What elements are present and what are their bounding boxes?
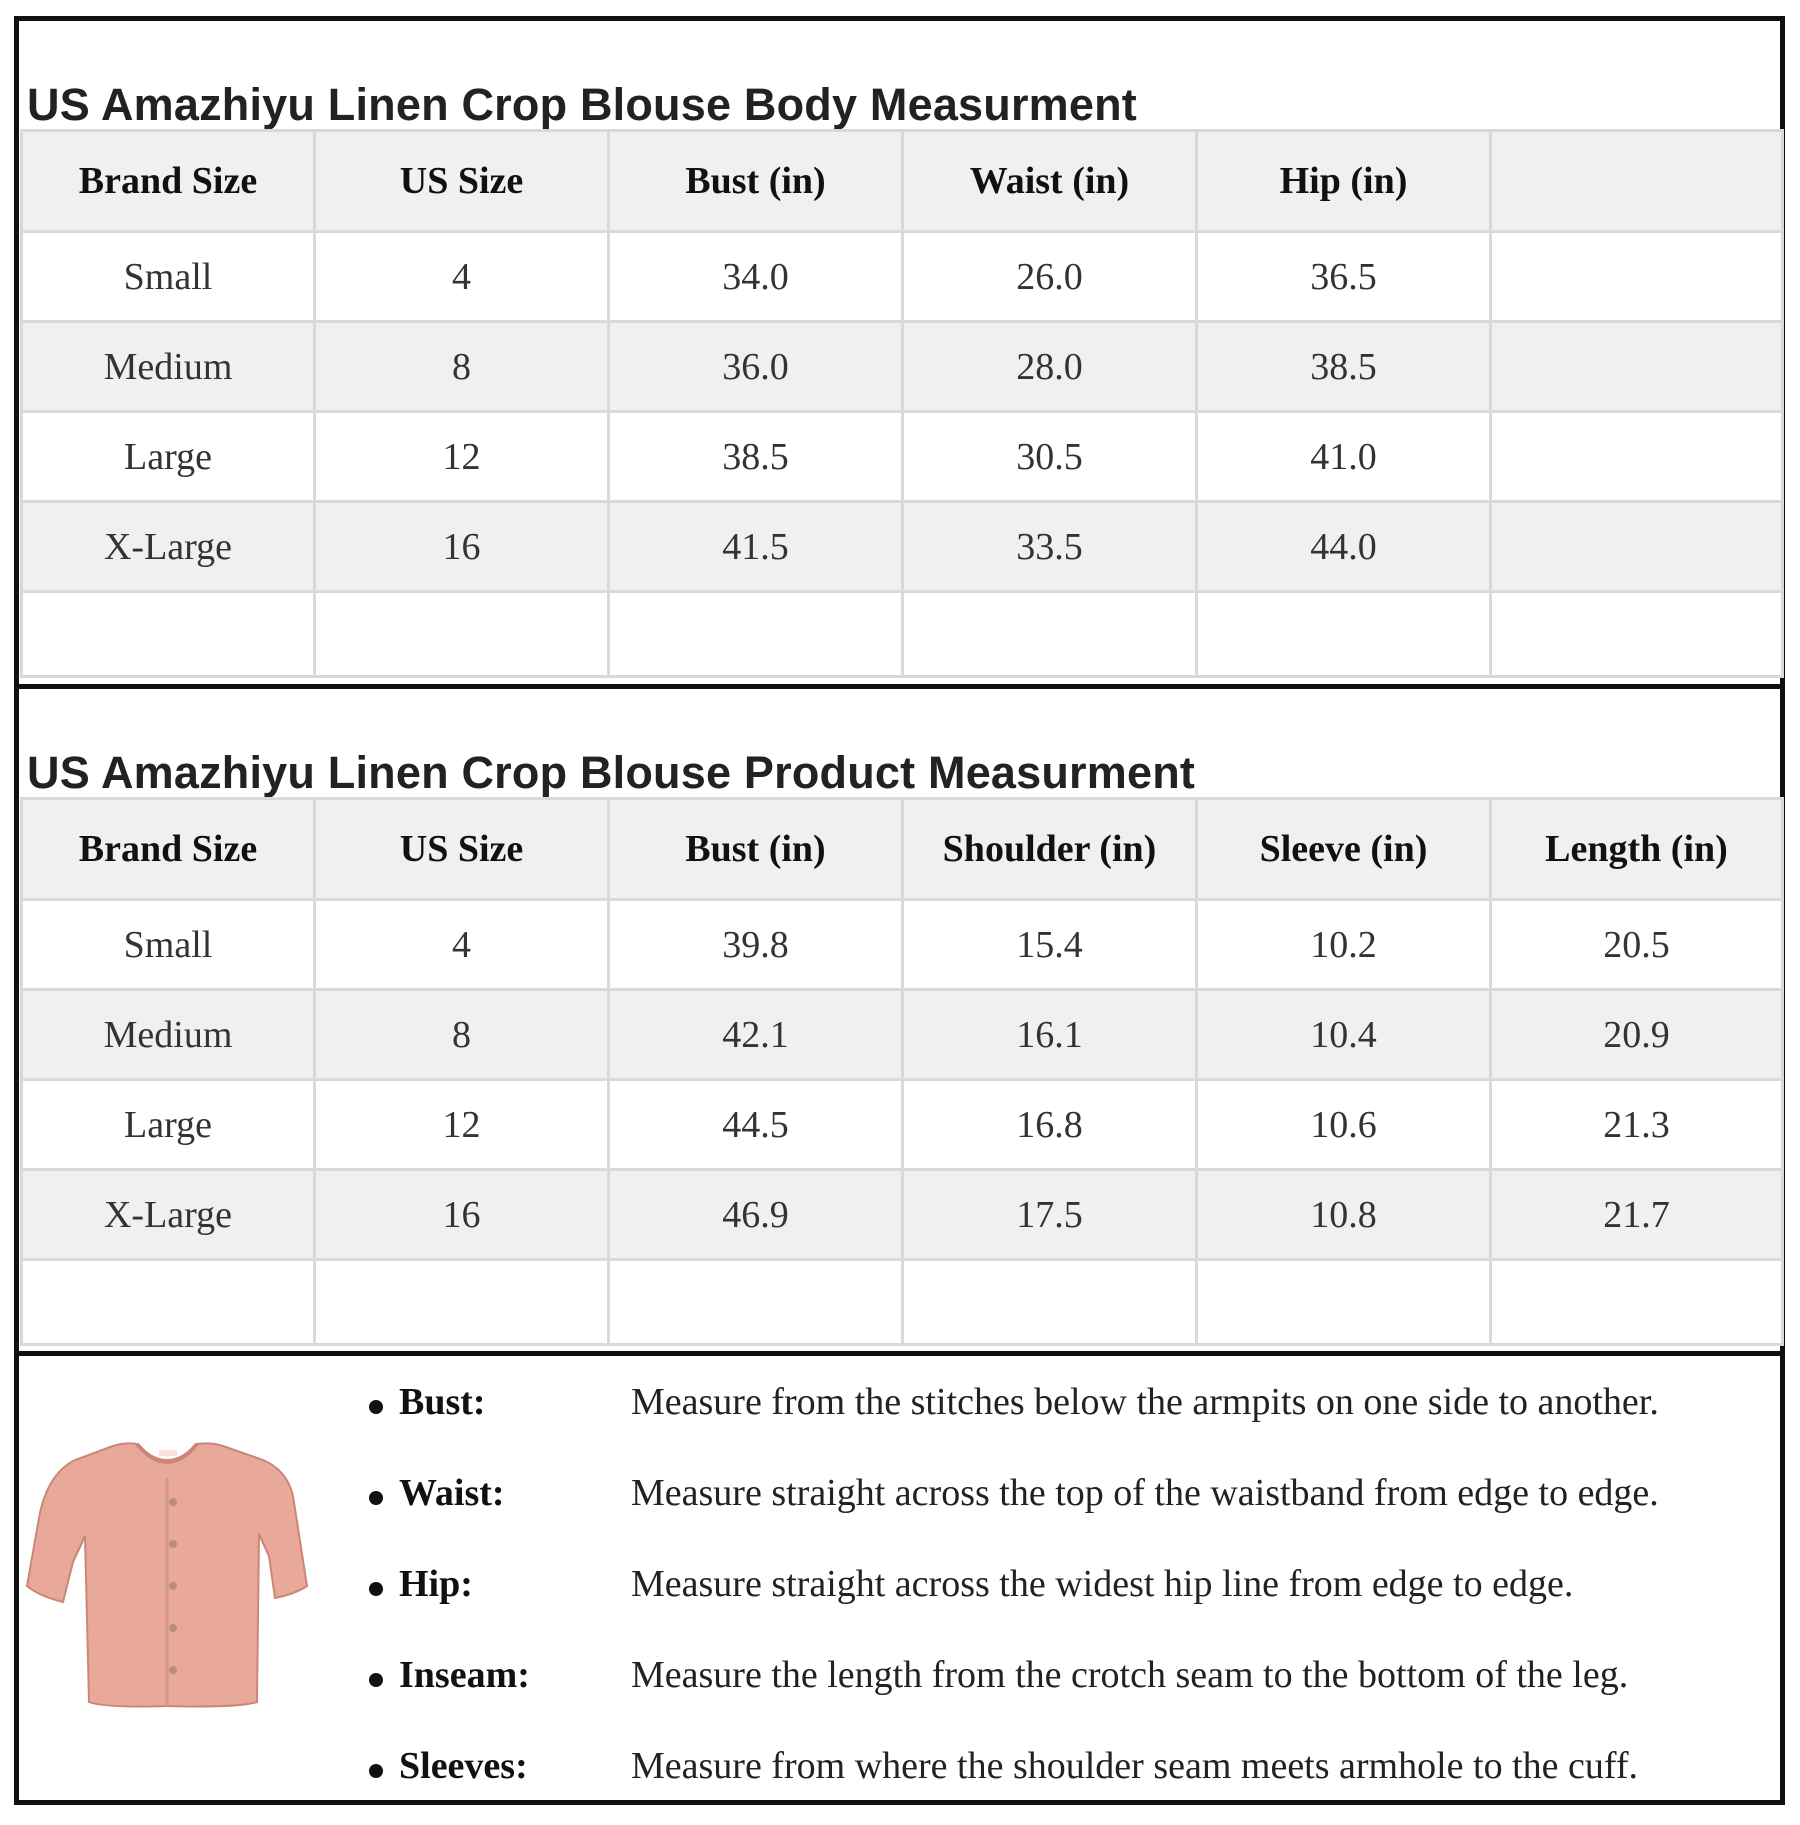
table-cell: 10.4 (1197, 990, 1491, 1080)
table-cell: 10.8 (1197, 1170, 1491, 1260)
table-cell (315, 592, 609, 677)
table-cell: 12 (315, 412, 609, 502)
table-cell (903, 592, 1197, 677)
header-cell (1491, 131, 1783, 232)
table-cell: 38.5 (1197, 322, 1491, 412)
measuring-guide-section (19, 1356, 1780, 1805)
header-cell: Brand Size (22, 131, 315, 232)
table-cell: 20.5 (1491, 900, 1783, 990)
table-cell: 34.0 (609, 232, 903, 322)
table-cell: 36.5 (1197, 232, 1491, 322)
header-cell: Bust (in) (609, 799, 903, 900)
table-cell: Large (22, 1080, 315, 1170)
bullet-icon (369, 1582, 383, 1596)
table-row (22, 900, 1783, 990)
guide-item-bust (369, 1380, 1769, 1440)
table-cell: 21.7 (1491, 1170, 1783, 1260)
table-cell: 17.5 (903, 1170, 1197, 1260)
guide-term: Hip: (399, 1563, 473, 1605)
table-row (22, 412, 1783, 502)
table-cell: 12 (315, 1080, 609, 1170)
table-header-row (22, 131, 1783, 232)
table-cell: Medium (22, 322, 315, 412)
table-row (22, 322, 1783, 412)
table-cell: 10.2 (1197, 900, 1491, 990)
bullet-icon (369, 1764, 383, 1778)
header-cell: US Size (315, 131, 609, 232)
table-cell: Large (22, 412, 315, 502)
guide-description: Measure from where the shoulder seam meets armhole to the cuff. (631, 1745, 1638, 1787)
table-cell (1491, 412, 1783, 502)
table-cell: 30.5 (903, 412, 1197, 502)
table-row (22, 502, 1783, 592)
table-cell: 20.9 (1491, 990, 1783, 1080)
guide-term: Waist: (399, 1472, 505, 1514)
table-cell (315, 1260, 609, 1345)
table-cell: 26.0 (903, 232, 1197, 322)
table-cell: 16 (315, 1170, 609, 1260)
table-cell: 33.5 (903, 502, 1197, 592)
table-cell (609, 1260, 903, 1345)
header-cell: Bust (in) (609, 131, 903, 232)
measuring-guide-list (19, 1356, 1780, 1805)
guide-description: Measure straight across the top of the waistband from edge to edge. (631, 1472, 1659, 1514)
table-empty-row (22, 1260, 1783, 1345)
table-cell (1197, 1260, 1491, 1345)
table-cell: 38.5 (609, 412, 903, 502)
table-cell: 46.9 (609, 1170, 903, 1260)
header-cell: Length (in) (1491, 799, 1783, 900)
table-cell: Small (22, 232, 315, 322)
size-chart-frame (14, 16, 1785, 1805)
table-cell (1491, 232, 1783, 322)
product-measurement-section (19, 689, 1780, 1356)
table-cell: 28.0 (903, 322, 1197, 412)
bullet-icon (369, 1400, 383, 1414)
table-cell: 41.5 (609, 502, 903, 592)
table-cell: 42.1 (609, 990, 903, 1080)
table-cell: 8 (315, 990, 609, 1080)
table-header-row (22, 799, 1783, 900)
header-cell: Waist (in) (903, 131, 1197, 232)
table-cell (22, 592, 315, 677)
body-measurement-title: US Amazhiyu Linen Crop Blouse Body Measurment (27, 79, 1137, 130)
product-measurement-title: US Amazhiyu Linen Crop Blouse Product Measurment (27, 747, 1196, 798)
table-cell (609, 592, 903, 677)
table-cell: 10.6 (1197, 1080, 1491, 1170)
table-cell (1491, 1260, 1783, 1345)
product-measurement-table (20, 797, 1784, 1346)
table-cell (22, 1260, 315, 1345)
guide-item-sleeves (369, 1744, 1769, 1804)
guide-term: Sleeves: (399, 1745, 528, 1787)
table-row (22, 1170, 1783, 1260)
guide-description: Measure from the stitches below the armpits on one side to another. (631, 1381, 1659, 1423)
guide-term: Inseam: (399, 1654, 530, 1696)
guide-term: Bust: (399, 1381, 486, 1423)
table-cell (1491, 592, 1783, 677)
table-cell: 44.0 (1197, 502, 1491, 592)
table-cell (903, 1260, 1197, 1345)
header-cell: Shoulder (in) (903, 799, 1197, 900)
table-cell: X-Large (22, 1170, 315, 1260)
table-cell: 21.3 (1491, 1080, 1783, 1170)
table-cell: 39.8 (609, 900, 903, 990)
bullet-icon (369, 1491, 383, 1505)
body-measurement-table (20, 129, 1784, 678)
table-cell: 15.4 (903, 900, 1197, 990)
header-cell: Hip (in) (1197, 131, 1491, 232)
table-cell: 4 (315, 900, 609, 990)
table-cell: 16.8 (903, 1080, 1197, 1170)
guide-description: Measure the length from the crotch seam to the bottom of the leg. (631, 1654, 1629, 1696)
table-cell (1197, 592, 1491, 677)
guide-item-inseam (369, 1653, 1769, 1713)
table-cell: 4 (315, 232, 609, 322)
bullet-icon (369, 1673, 383, 1687)
table-row (22, 1080, 1783, 1170)
body-measurement-section (19, 21, 1780, 689)
guide-item-waist (369, 1471, 1769, 1531)
table-cell: 16.1 (903, 990, 1197, 1080)
guide-description: Measure straight across the widest hip line from edge to edge. (631, 1563, 1574, 1605)
header-cell: US Size (315, 799, 609, 900)
table-cell: 8 (315, 322, 609, 412)
table-cell (1491, 502, 1783, 592)
table-cell: Medium (22, 990, 315, 1080)
header-cell: Brand Size (22, 799, 315, 900)
table-empty-row (22, 592, 1783, 677)
table-row (22, 990, 1783, 1080)
table-cell: 16 (315, 502, 609, 592)
table-cell: 41.0 (1197, 412, 1491, 502)
table-cell: X-Large (22, 502, 315, 592)
header-cell: Sleeve (in) (1197, 799, 1491, 900)
table-row (22, 232, 1783, 322)
table-cell: 44.5 (609, 1080, 903, 1170)
table-cell (1491, 322, 1783, 412)
table-cell: Small (22, 900, 315, 990)
table-cell: 36.0 (609, 322, 903, 412)
guide-item-hip (369, 1562, 1769, 1622)
